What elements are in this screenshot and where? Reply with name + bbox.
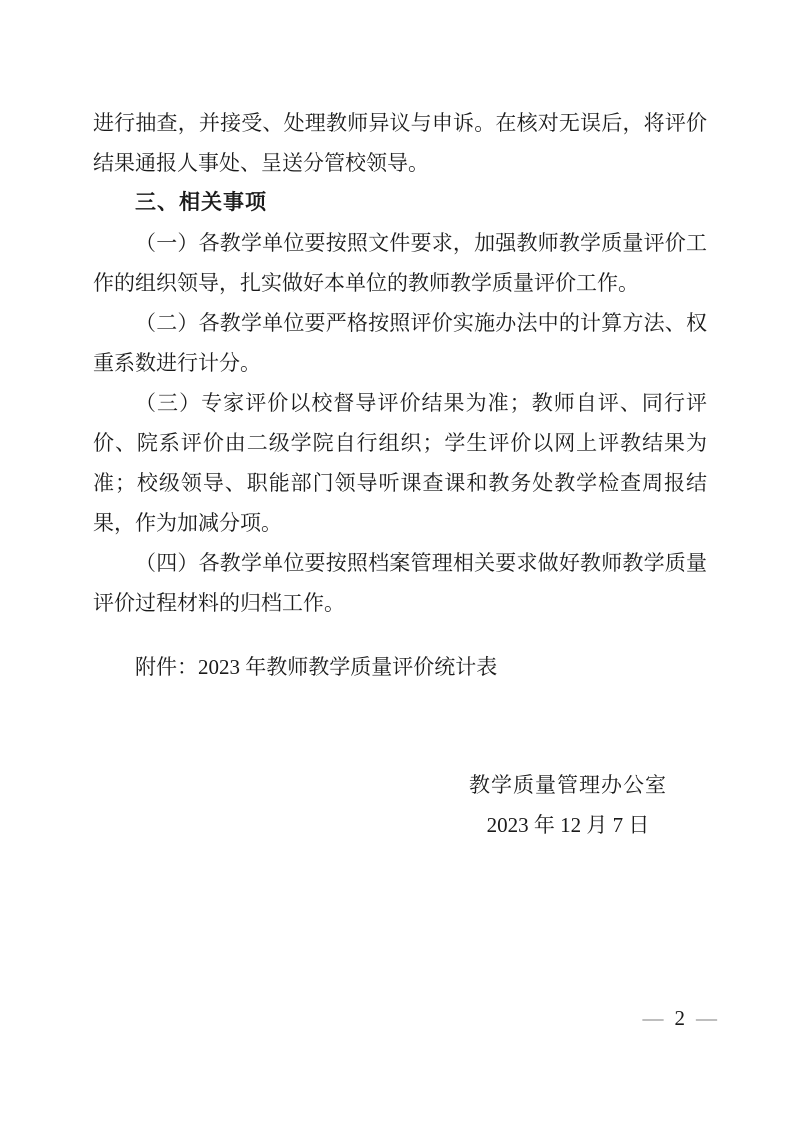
- paragraph-continuation: 进行抽查，并接受、处理教师异议与申诉。在核对无误后，将评价结果通报人事处、呈送分管校领导。: [93, 111, 707, 175]
- paragraph-item-3: （三）专家评价以校督导评价结果为准；教师自评、同行评价、院系评价由二级学院自行组织；学生评价以网上评教结果为准；校级领导、职能部门领导听课查课和教务处教学检查周报结果，作为加减分项。: [93, 391, 707, 535]
- section-heading: 三、相关事项: [135, 191, 267, 214]
- attachment-line: 附件：2023 年教师教学质量评价统计表: [135, 655, 498, 679]
- signature-inner: [469, 765, 667, 845]
- page-number-value: 2: [674, 1006, 685, 1030]
- paragraph-item-4: （四）各教学单位要按照档案管理相关要求做好教师教学质量评价过程材料的归档工作。: [93, 551, 707, 615]
- paragraph-item-2: （二）各教学单位要严格按照评价实施办法中的计算方法、权重系数进行计分。: [93, 311, 707, 375]
- document-body: [93, 103, 707, 845]
- signature-office: 教学质量管理办公室: [469, 773, 667, 797]
- page-number-dash-right: —: [696, 1006, 717, 1030]
- paragraph-item-1: （一）各教学单位要按照文件要求，加强教师教学质量评价工作的组织领导，扎实做好本单位的教师教学质量评价工作。: [93, 231, 707, 295]
- signature-date: 2023 年 12 月 7 日: [486, 813, 650, 837]
- page-number-dash-left: —: [642, 1006, 664, 1030]
- signature-block: [93, 765, 707, 845]
- page-number: [643, 1004, 718, 1032]
